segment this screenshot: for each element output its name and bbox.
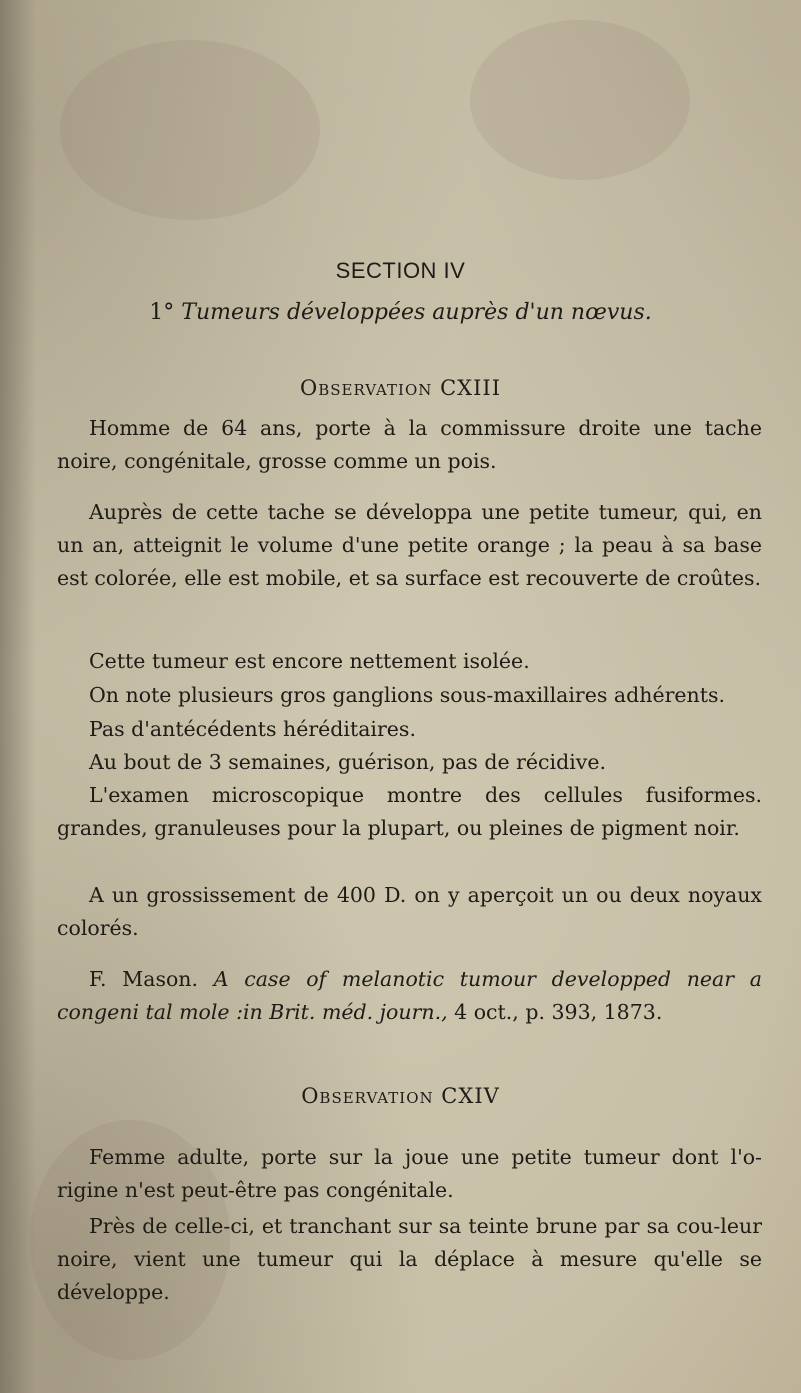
reference-author: F. Mason. xyxy=(89,967,199,991)
section-heading: SECTION IV xyxy=(335,258,466,283)
paragraph: L'examen microscopique montre des cellules fusiformes. grandes, granuleuses pour la plupart, ou pleines de pigment noir. xyxy=(57,783,762,841)
page-binding-shadow xyxy=(0,0,36,1393)
reference-details: 4 oct., p. 393, 1873. xyxy=(454,1000,663,1025)
paragraph: A un grossissement de 400 D. on y aperçoit un ou deux noyaux colorés. xyxy=(57,883,762,941)
paragraph: Auprès de cette tache se développa une petite tumeur, qui, en un an, atteignit le volume d'une petite orange ; la peau à sa base est colorée, elle est mobile, et sa surface est recouverte de croûtes. xyxy=(57,500,762,591)
paragraph: Pas d'antécédents héréditaires. xyxy=(89,717,416,741)
reference-journal: in Brit. méd. journ., xyxy=(242,1000,448,1025)
subheading xyxy=(0,300,801,325)
subheading-number: 1° xyxy=(149,300,175,325)
paper-stain xyxy=(470,20,690,180)
paper-stain xyxy=(60,40,320,220)
observation-title-cxiii: Observation CXIII xyxy=(300,376,501,400)
paragraph: Homme de 64 ans, porte à la commissure droite une tache noire, congénitale, grosse comme un pois. xyxy=(57,416,762,474)
paragraph: Au bout de 3 semaines, guérison, pas de récidive. xyxy=(89,750,606,774)
paragraph: On note plusieurs gros ganglions sous-maxillaires adhérents. xyxy=(89,683,725,707)
observation-title-cxiv: Observation CXIV xyxy=(301,1084,500,1108)
reference-title: A case of melanotic tumour developped near a congeni tal mole : xyxy=(57,967,762,1025)
paragraph: Près de celle-ci, et tranchant sur sa teinte brune par sa cou-leur noire, vient une tumeur qui la déplace à mesure qu'elle se développe. xyxy=(57,1214,762,1305)
subheading-title: Tumeurs développées auprès d'un nœvus. xyxy=(181,300,652,325)
paragraph: Cette tumeur est encore nettement isolée. xyxy=(89,649,530,673)
paragraph: Femme adulte, porte sur la joue une petite tumeur dont l'o-rigine n'est peut-être pas congénitale. xyxy=(57,1145,762,1203)
bibliographic-reference xyxy=(57,963,762,1029)
